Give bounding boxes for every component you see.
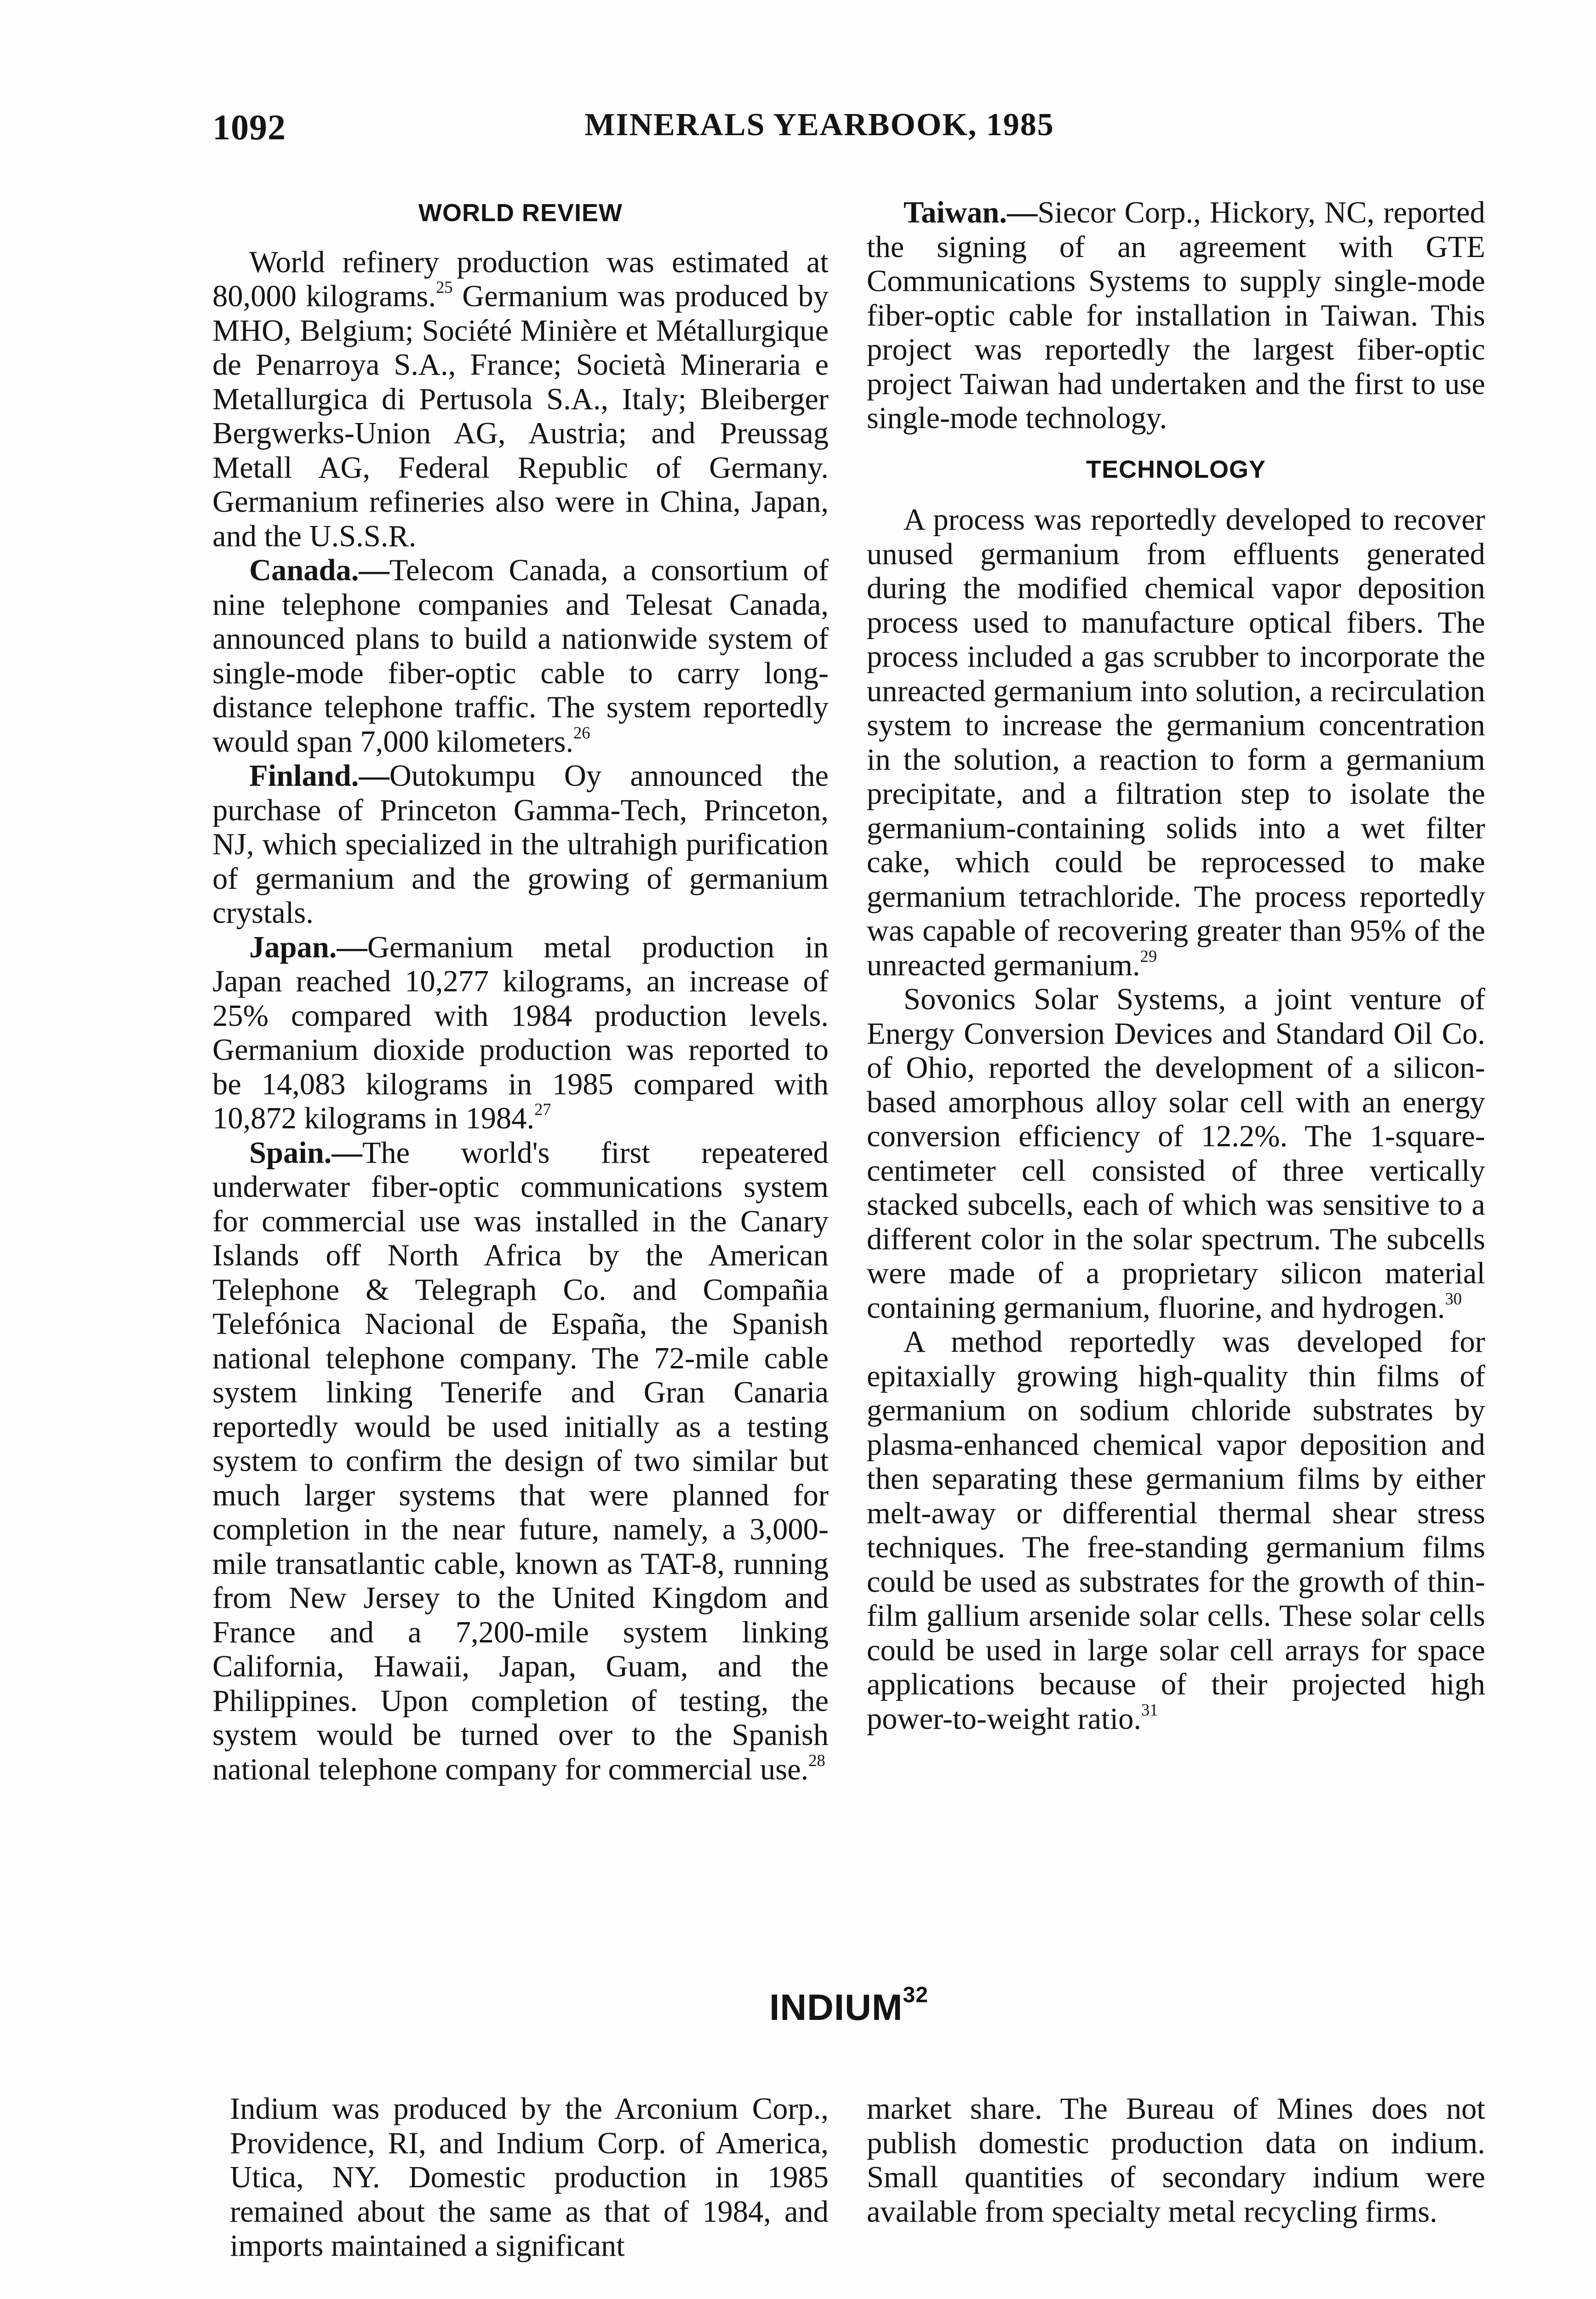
indium-paragraph-right: market share. The Bureau of Mines does not publish domestic production data on indium. Small quantities of secondary indium were available from specialty metal recycling firms. [867, 2092, 1485, 2229]
footnote-ref: 32 [903, 1983, 928, 2007]
running-title: MINERALS YEARBOOK, 1985 [584, 107, 1054, 143]
finland-paragraph: Finland.—Outokumpu Oy announced the purchase of Princeton Gamma-Tech, Princeton, NJ, which specialized in the ultrahigh purification of germanium and the growing of germanium crystals. [212, 759, 829, 930]
country-label: Japan.— [249, 930, 367, 964]
world-review-intro: World refinery production was estimated at 80,000 kilograms.$^{25}$ Germanium was produced by MHO, Belgium; Société Minière et Métallurgique de Penarroya S.A., France; Società Mineraria e Metallurgica di Pertusola S.A., Italy; Bleiberger Bergwerks-Union AG, Austria; and Preussag Metall AG, Federal Republic of Germany. Germanium refineries also were in China, Japan, and the U.S.S.R. [212, 245, 829, 553]
taiwan-paragraph: Taiwan.—Siecor Corp., Hickory, NC, reported the signing of an agreement with GTE Communications Systems to supply single-mode fiber-optic cable for installation in Taiwan. This project was reportedly the largest fiber-optic project Taiwan had undertaken and the first to use single-mode technology. [867, 196, 1485, 435]
right-column [867, 196, 1485, 1736]
footnote-ref: 26 [573, 723, 590, 742]
footnote-ref: 31 [1141, 1700, 1158, 1719]
footnote-ref: 25 [436, 277, 453, 297]
indium-section-title: INDIUM$^{32}$ [769, 1983, 928, 2028]
technology-paragraph-2: Sovonics Solar Systems, a joint venture of Energy Conversion Devices and Standard Oil Co. of Ohio, reported the development of a silicon-based amorphous alloy solar cell with an energy conversion efficiency of 12.2%. The 1-square-centimeter cell consisted of three vertically stacked subcells, each of which was sensitive to a different color in the solar spectrum. The subcells were made of a proprietary silicon material containing germanium, fluorine, and hydrogen.$^{30}$ [867, 983, 1485, 1325]
country-label: Finland.— [249, 759, 389, 793]
spain-paragraph: Spain.—The world's first repeatered underwater fiber-optic communications system for commercial use was installed in the Canary Islands off North Africa by the American Telephone & Telegraph Co. and Compañia Telefónica Nacional de España, the Spanish national telephone company. The 72-mile cable system linking Tenerife and Gran Canaria reportedly would be used initially as a testing system to confirm the design of two similar but much larger systems that were planned for completion in the near future, namely, a 3,000-mile transatlantic cable, known as TAT-8, running from New Jersey to the United Kingdom and France and a 7,200-mile system linking California, Hawaii, Japan, Guam, and the Philippines. Upon completion of testing, the system would be turned over to the Spanish national telephone company for commercial use.$^{28}$ [212, 1136, 829, 1786]
technology-paragraph-1: A process was reportedly developed to recover unused germanium from effluents generated during the modified chemical vapor deposition process used to manufacture optical fibers. The process included a gas scrubber to incorporate the unreacted germanium into solution, a recirculation system to increase the germanium concentration in the solution, a reaction to form a germanium precipitate, and a filtration step to isolate the germanium-containing solids into a wet filter cake, which could be reprocessed to make germanium tetrachloride. The process reportedly was capable of recovering greater than 95% of the unreacted germanium.$^{29}$ [867, 503, 1485, 982]
country-label: Spain.— [249, 1136, 362, 1170]
japan-paragraph: Japan.—Germanium metal production in Japan reached 10,277 kilograms, an increase of 25% compared with 1984 production levels. Germanium dioxide production was reported to be 14,083 kilograms in 1985 compared with 10,872 kilograms in 1984.27 [212, 930, 829, 1135]
footnote-ref: 30 [1445, 1289, 1462, 1308]
footnote-ref: 28 [808, 1750, 825, 1770]
footnote-ref: 27 [534, 1099, 551, 1119]
indium-left-column [230, 2092, 829, 2264]
world-review-heading: WORLD REVIEW [418, 199, 623, 227]
technology-paragraph-3: A method reportedly was developed for epitaxially growing high-quality thin films of germanium on sodium chloride substrates by plasma-enhanced chemical vapor deposition and then separating these germanium films by either melt-away or differential thermal shear stress techniques. The free-standing germanium films could be used as substrates for the growth of thin-film gallium arsenide solar cells. These solar cells could be used in large solar cell arrays for space applications because of their projected high power-to-weight ratio.$^{31}$ [867, 1325, 1485, 1736]
left-column [212, 196, 829, 1787]
country-label: Taiwan.— [904, 196, 1038, 229]
canada-paragraph: Canada.—Telecom Canada, a consortium of nine telephone companies and Telesat Canada, announced plans to build a nationwide system of single-mode fiber-optic cable to carry long-distance telephone traffic. The system reportedly would span 7,000 kilometers.$^{26}$ [212, 554, 829, 759]
indium-right-column [867, 2092, 1485, 2229]
page-number: 1092 [212, 107, 286, 147]
technology-heading: TECHNOLOGY [1086, 455, 1266, 483]
country-label: Canada.— [249, 554, 389, 587]
footnote-ref: 29 [1140, 946, 1157, 966]
running-header [212, 107, 1426, 157]
indium-paragraph-left: Indium was produced by the Arconium Corp., Providence, RI, and Indium Corp. of America, Utica, NY. Domestic production in 1985 remained about the same as that of 1984, and imports maintained a significant [230, 2092, 829, 2263]
